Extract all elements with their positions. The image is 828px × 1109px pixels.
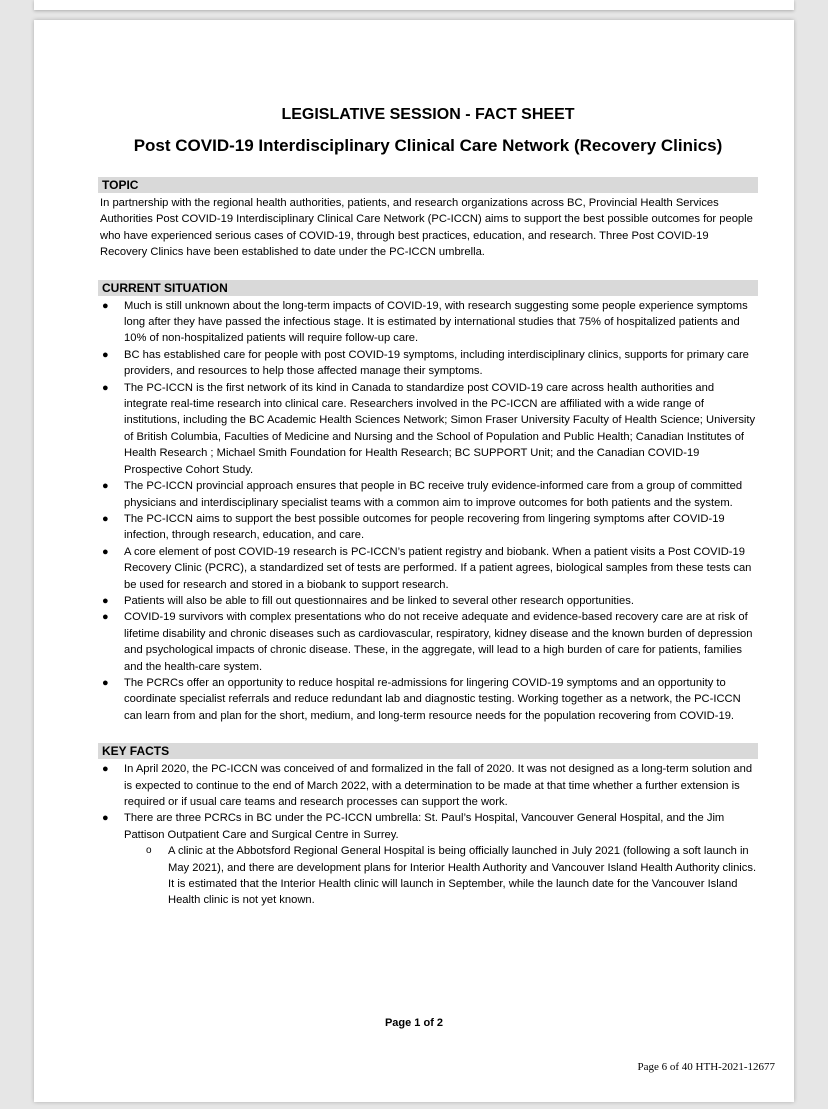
list-item-text: The PC-ICCN aims to support the best possible outcomes for people recovering from lingering symptoms after COVID-19 infection, through research, education, and care.: [124, 512, 725, 542]
list-item: [98, 761, 758, 810]
list-item: [98, 380, 758, 478]
topic-text: In partnership with the regional health authorities, patients, and research organizations across BC, Provincial Health Services Authorities Post COVID-19 Interdisciplinary Clinical Care Network (PC-ICCN) aims to support the best possible outcomes for people who have experienced serious cases of COVID-19, through best practices, education, and research. Three Post COVID-19 Recovery Clinics have been established to date under the PC-ICCN umbrella.: [100, 197, 753, 259]
list-item: [98, 675, 758, 724]
current-situation-list: [98, 298, 758, 725]
list-item-text: Patients will also be able to fill out questionnaires and be linked to several other research opportunities.: [124, 594, 634, 607]
list-item-text: COVID-19 survivors with complex presentations who do not receive adequate and evidence-based recovery care are at risk of lifetime disability and chronic diseases such as cardiovascular, respiratory, kidney disease and the known burden of depression and psychological impacts of chronic disease. These, in the aggregate, will lead to a high burden of care for patients, families and the health-care system.: [124, 611, 753, 673]
sub-list-item: [124, 843, 758, 909]
bullet-icon: ●: [102, 381, 109, 394]
topic-heading: TOPIC: [98, 177, 758, 193]
bullet-icon: ●: [102, 676, 109, 689]
page-content: [98, 104, 758, 909]
document-title: LEGISLATIVE SESSION - FACT SHEET: [281, 106, 575, 123]
bullet-icon: ●: [102, 545, 109, 558]
list-item: [98, 478, 758, 511]
list-item: [98, 544, 758, 593]
list-item: [98, 347, 758, 380]
circle-bullet-icon: o: [146, 845, 152, 857]
document-footer: Page 6 of 40 HTH-2021-12677: [637, 1061, 775, 1073]
current-situation-heading: CURRENT SITUATION: [98, 280, 758, 296]
bullet-icon: ●: [102, 299, 109, 312]
previous-page-edge: [34, 0, 794, 10]
bullet-icon: ●: [102, 348, 109, 361]
bullet-icon: ●: [102, 480, 109, 493]
list-item-text: Much is still unknown about the long-term impacts of COVID-19, with research suggesting some people experience symptoms long after they have passed the infectious stage. It is estimated by international studies that 75% of hospitalized patients and 10% of non-hospitalized patients will require follow-up care.: [124, 299, 748, 345]
list-item: [98, 511, 758, 544]
bullet-icon: ●: [102, 763, 109, 776]
list-item-text: The PC-ICCN provincial approach ensures that people in BC receive truly evidence-informed care from a group of committed physicians and interdisciplinary specialist teams with a common aim to improve outcomes for both patients and the system.: [124, 480, 743, 509]
list-item-text: There are three PCRCs in BC under the PC-ICCN umbrella: St. Paul’s Hospital, Vancouver General Hospital, and the Jim Pattison Outpatient Care and Surgical Centre in Surrey.: [124, 812, 725, 841]
list-item-text: The PC-ICCN is the first network of its kind in Canada to standardize post COVID-19 care across health authorities and integrate real-time research into clinical care. Researchers involved in the PC-ICCN are affiliated with a wide range of institutions, including the BC Academic Health Sciences Network; Simon Fraser University Faculty of Health Science; University of British Columbia, Faculties of Medicine and Nursing and the School of Population and Public Health; Canadian Institutes of Health Research ; Michael Smith Foundation for Health Research; BC SUPPORT Unit; and the Canadian COVID-19 Prospective Cohort Study.: [124, 381, 756, 476]
sub-list-item-text: A clinic at the Abbotsford Regional General Hospital is being officially launched in July 2021 (following a soft launch in May 2021), and there are development plans for Interior Health Authority and Vancouver Island Health Authority clinics. It is estimated that the Interior Health clinic will launch in September, while the launch date for the Vancouver Island Health clinic is not yet known.: [168, 845, 757, 907]
page-number: Page 1 of 2: [384, 1017, 444, 1029]
key-facts-list: [98, 761, 758, 909]
list-item: [98, 609, 758, 675]
bullet-icon: ●: [102, 512, 109, 525]
list-item: [98, 593, 758, 609]
list-item-text: BC has established care for people with post COVID-19 symptoms, including interdisciplinary clinics, supports for primary care providers, and resources to help those affected manage their symptoms.: [124, 348, 749, 378]
list-item-text: In April 2020, the PC-ICCN was conceived of and formalized in the fall of 2020. It was not designed as a long-term solution and is expected to continue to the end of March 2022, with a determination to be made at that time whether a further extension is required or if usual care teams and research processes can support the work.: [124, 763, 753, 808]
list-item: [98, 810, 758, 908]
list-item-text: The PCRCs offer an opportunity to reduce hospital re-admissions for lingering COVID-19 symptoms and an opportunity to coordinate specialist referrals and reduce redundant lab and diagnostic testing. Working together as a network, the PC-ICCN can learn from and plan for the short, medium, and long-term resource needs for the population recovering from COVID-19.: [124, 676, 741, 722]
bullet-icon: ●: [102, 611, 109, 624]
document-page: [34, 20, 794, 1102]
bullet-icon: ●: [102, 812, 109, 825]
key-facts-heading: KEY FACTS: [98, 743, 758, 759]
list-item-text: A core element of post COVID-19 research is PC-ICCN’s patient registry and biobank. When a patient visits a Post COVID-19 Recovery Clinic (PCRC), a standardized set of tests are performed. If a patient agrees, biological samples from these tests can be used for research and stored in a biobank to support research.: [124, 545, 752, 591]
document-subtitle: Post COVID-19 Interdisciplinary Clinical Care Network (Recovery Clinics): [133, 136, 723, 155]
bullet-icon: ●: [102, 594, 109, 607]
sub-list: [124, 843, 758, 909]
list-item: [98, 298, 758, 347]
